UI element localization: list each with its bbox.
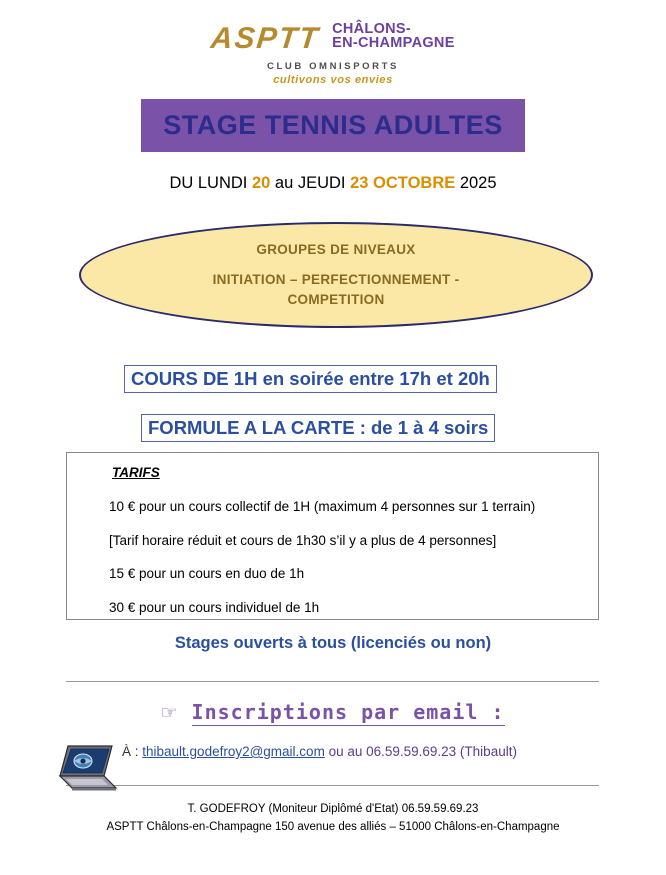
date-year: 2025 bbox=[455, 174, 497, 192]
event-dates bbox=[0, 174, 666, 193]
logo-city-block bbox=[332, 22, 455, 50]
footer-line-1: T. GODEFROY (Moniteur Diplômé d'Etat) 06.59.59.69.23 bbox=[187, 803, 479, 815]
logo-tagline: cultivons vos envies bbox=[273, 74, 393, 86]
tarif-line: 30 € pour un cours individuel de 1h bbox=[109, 600, 320, 615]
levels-line-2: INITIATION – PERFECTIONNEMENT - bbox=[212, 272, 460, 287]
tarif-line: 15 € pour un cours en duo de 1h bbox=[109, 566, 305, 581]
contact-prefix: À : bbox=[122, 744, 143, 759]
formula-heading: FORMULE A LA CARTE : de 1 à 4 soirs bbox=[141, 414, 495, 442]
date-prefix: DU LUNDI bbox=[169, 174, 252, 192]
logo-city-line-1: CHÂLONS- bbox=[332, 21, 412, 37]
date-day-end: 23 OCTOBRE bbox=[350, 174, 456, 192]
open-to-all-note: Stages ouverts à tous (licenciés ou non) bbox=[174, 634, 492, 652]
footer-line-2: ASPTT Châlons-en-Champagne 150 avenue des alliés – 51000 Châlons-en-Champagne bbox=[106, 821, 560, 833]
logo-brand-text: ASPTT bbox=[209, 22, 322, 55]
levels-line-1: GROUPES DE NIVEAUX bbox=[256, 242, 416, 257]
tarif-line: 10 € pour un cours collectif de 1H (maximum 4 personnes sur 1 terrain) bbox=[109, 499, 536, 514]
email-link[interactable]: thibault.godefroy2@gmail.com bbox=[142, 744, 325, 759]
course-heading: COURS DE 1H en soirée entre 17h et 20h bbox=[124, 365, 497, 393]
contact-email-line bbox=[122, 744, 517, 759]
logo-subtitle: CLUB OMNISPORTS bbox=[267, 61, 399, 72]
contact-suffix: ou au 06.59.59.69.23 (Thibault) bbox=[324, 744, 517, 759]
hand-pointing-icon: ☞ bbox=[160, 702, 178, 724]
divider-bottom bbox=[66, 785, 599, 786]
page-title-banner bbox=[141, 99, 525, 152]
divider-top bbox=[66, 681, 599, 682]
laptop-icon bbox=[56, 742, 120, 794]
logo-city-line-2: EN-CHAMPAGNE bbox=[332, 35, 455, 51]
tarifs-title: TARIFS bbox=[112, 465, 160, 480]
logo-row bbox=[211, 22, 454, 56]
tarif-line: [Tarif horaire réduit et cours de 1h30 s’il y a plus de 4 personnes] bbox=[109, 533, 497, 548]
inscriptions-heading bbox=[66, 700, 599, 726]
levels-line-3: COMPETITION bbox=[287, 292, 385, 307]
levels-ellipse bbox=[79, 222, 593, 328]
page-title: STAGE TENNIS ADULTES bbox=[163, 110, 503, 140]
tarifs-box bbox=[66, 452, 599, 620]
date-middle: au JEUDI bbox=[270, 174, 351, 192]
footer bbox=[0, 800, 666, 836]
date-day-start: 20 bbox=[251, 174, 271, 192]
club-logo bbox=[0, 22, 666, 86]
inscriptions-label: Inscriptions par email : bbox=[191, 700, 505, 724]
